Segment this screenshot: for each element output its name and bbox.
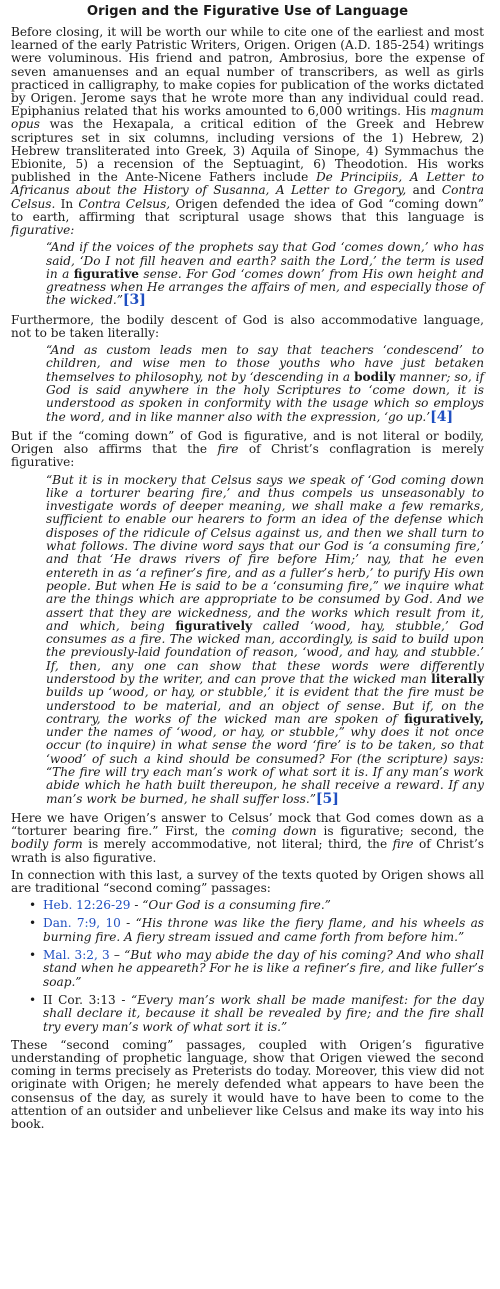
footnote-link[interactable]: [5] xyxy=(315,790,339,807)
text: of Christ’s conflagration is merely figurative: xyxy=(11,442,484,470)
text: In xyxy=(55,196,79,211)
separator: - xyxy=(120,916,136,931)
italic-text: bodily form xyxy=(11,837,83,852)
quote-text: manner; so, if God is said anywhere in the holy Scriptures to ‘come down, it is understood as spoken in conformity with the usage which so employs the word, and in like manner also with the expression, ‘go up.’ xyxy=(46,369,484,424)
italic-text: magnum opus xyxy=(11,104,484,132)
separator: – xyxy=(109,948,125,963)
bullet-icon: • xyxy=(29,916,37,931)
paragraph-6: These “second coming” passages, coupled with Origen’s figurative understanding of prophetic language, show that Origen viewed the second coming in terms precisely as Preterists do today. Moreover, this view did not originate with Origen; he merely defended what appears to have been the consensus of the day, as surely it would have to have been to come to the attention of an outsider and unbeliever like Celsus and make its way into his book. xyxy=(11,1037,484,1132)
scripture-link[interactable]: Dan. 7:9, 10 xyxy=(43,916,121,931)
italic-text: coming down xyxy=(231,824,317,839)
footnote-link[interactable]: [3] xyxy=(122,292,146,309)
list-item xyxy=(25,917,484,944)
scripture-link[interactable]: Mal. 3:2, 3 xyxy=(43,948,110,963)
quote-text: sense. For God ‘comes down’ from His own height and greatness when He arranges the affairs of men, and especially those of the wicked.” xyxy=(46,266,485,308)
bold-text: figuratively xyxy=(175,618,253,633)
verse-text: “His throne was like the fiery flame, and his wheels as burning fire. A fiery stream issued and came forth from before him.” xyxy=(43,916,484,944)
separator: - xyxy=(130,898,143,913)
quote-1 xyxy=(46,241,484,307)
quote-2 xyxy=(46,344,484,424)
text: of Christ’s wrath is also figurative. xyxy=(11,837,484,865)
text: But if the “coming down” of God is figurative, and is not literal or bodily, Origen also affirms that the xyxy=(11,428,484,457)
quote-text: builds up ‘wood, or hay, or stubble,’ it is evident that the fire must be understood to be material, and an object of sense. But if, on the contrary, the works of the wicked man are spoken of xyxy=(46,685,484,726)
italic-text: Contra Celsus, xyxy=(78,196,171,211)
bullet-icon: • xyxy=(29,992,37,1007)
bold-text: bodily xyxy=(354,369,396,384)
bold-text: figurative xyxy=(73,266,139,281)
text: is figurative; second, the xyxy=(316,824,484,839)
text: Before closing, it will be worth our while to cite one of the earliest and most learned of the early Patristic Writers, Origen. Origen (A.D. 185-254) writings were voluminous. His friend and patron, Ambrosius, bore the expense of seven amanuenses and an equal number of transcribers, as well as girls practiced in calligraphy, to make copies for publication of the works dictated by Origen. Jerome says that he wrote more than any individual could read. Epiphanius related that his works amounted to 6,000 writings. His xyxy=(11,25,484,119)
paragraph-2: Furthermore, the bodily descent of God is also accommodative language, not to be taken literally: xyxy=(11,312,484,340)
paragraph-5: In connection with this last, a survey of the texts quoted by Origen shows all are traditional “second coming” passages: xyxy=(11,867,484,895)
text: Origen defended the idea of God “coming down” to earth, affirming that scriptural usage shows that this language is xyxy=(11,196,484,224)
quote-text: called ‘wood, hay, stubble,’ God consumes as a fire. The wicked man, accordingly, is said to build upon the previously-laid foundation of reason, ‘wood, and hay, and stubble.’ If, then, any one can show that these words were differently understood by the writer, and can prove that the wicked man xyxy=(46,618,484,686)
scripture-list xyxy=(25,899,484,1034)
list-item xyxy=(25,949,484,989)
italic-text: figurative: xyxy=(11,223,75,238)
bold-text: figuratively, xyxy=(404,711,484,726)
italic-text: De Principiis, A Letter to Africanus about the History of Susanna, A Letter to Gregory, xyxy=(11,170,484,198)
bullet-icon: • xyxy=(29,948,37,963)
paragraph-3 xyxy=(11,430,484,470)
text: and xyxy=(406,183,442,198)
verse-text: “Every man’s work shall be made manifest: for the day shall declare it, because it shall be revealed by fire; and the fire shall try every man’s work of what sort it is.” xyxy=(43,992,484,1034)
verse-text: “Our God is a consuming fire.” xyxy=(142,898,331,913)
list-item xyxy=(25,899,484,912)
bold-text: literally xyxy=(431,671,484,686)
verse-text: “But who may abide the day of his coming? And who shall stand when he appeareth? For he is like a refiner’s fire, and like fuller’s soap.” xyxy=(43,948,484,989)
text: was the Hexapala, a critical edition of the Greek and Hebrew scriptures set in six columns, including versions of the 1) Hebrew, 2) Hebrew transliterated into Greek, 3) Aquila of Sinope, 4) Symmachus the Ebionite, 5) a recension of the Septuagint, 6) Theodotion. His works published in the Ante-Nicene Fathers include xyxy=(11,117,484,185)
quote-text: “But it is in mockery that Celsus says we speak of ‘God coming down like a torturer bearing fire,’ and thus compels us unseasonably to investigate words of deeper meaning, we shall make a few remarks, sufficient to enable our hearers to form an idea of the defense which disposes of the ridicule of Celsus against us, and then we shall turn to what follows. The divine word says that our God is ‘a consuming fire,’ and that ‘He draws rivers of fire before Him;’ nay, that he even entereth in as ‘a refiner’s fire, and as a fuller’s herb,’ to purify His own people. But when He is said to be a ‘consuming fire,” we inquire what are the things which are appropriate to be consumed by God. And we assert that they are wickedness, and the works which result from it, and which, being xyxy=(46,472,484,633)
intro-paragraph xyxy=(11,26,484,237)
text: Here we have Origen’s answer to Celsus’ mock that God comes down as a “torturer bearing fire.” First, the xyxy=(11,810,484,839)
italic-text: Contra Celsus. xyxy=(11,183,484,211)
italic-text: fire xyxy=(217,442,239,457)
quote-text: under the names of ‘wood, or hay, or stubble,” why does it not once occur (to inquire) in what sense the word ‘fire’ is to be taken, so that ‘wood’ of such a kind should be consumed? For (the scripture) says: “The fire will try each man’s work of what sort it is. If any man’s work abide which he hath built thereupon, he shall receive a reward. If any man’s work be burned, he shall suffer loss.” xyxy=(46,725,484,806)
footnote-link[interactable]: [4] xyxy=(430,408,454,425)
quote-3 xyxy=(46,474,484,806)
bullet-icon: • xyxy=(29,898,37,913)
separator: - xyxy=(115,992,132,1007)
list-item xyxy=(25,994,484,1034)
quote-text: “And as custom leads men to say that teachers ‘condescend’ to children, and wise men to those youths who have just betaken themselves to philosophy, not by ‘descending in a xyxy=(46,343,484,384)
quote-text: “And if the voices of the prophets say that God ‘comes down,’ who has said, ‘Do I not fill heaven and earth? saith the Lord,’ the term is used in a xyxy=(46,240,484,281)
scripture-link[interactable]: Heb. 12:26-29 xyxy=(43,898,131,913)
scripture-ref: II Cor. 3:13 xyxy=(43,992,116,1007)
italic-text: fire xyxy=(392,837,414,852)
page-title: Origen and the Figurative Use of Language xyxy=(86,4,409,19)
paragraph-4 xyxy=(11,812,484,865)
text: is merely accommodative, not literal; third, the xyxy=(82,837,393,852)
